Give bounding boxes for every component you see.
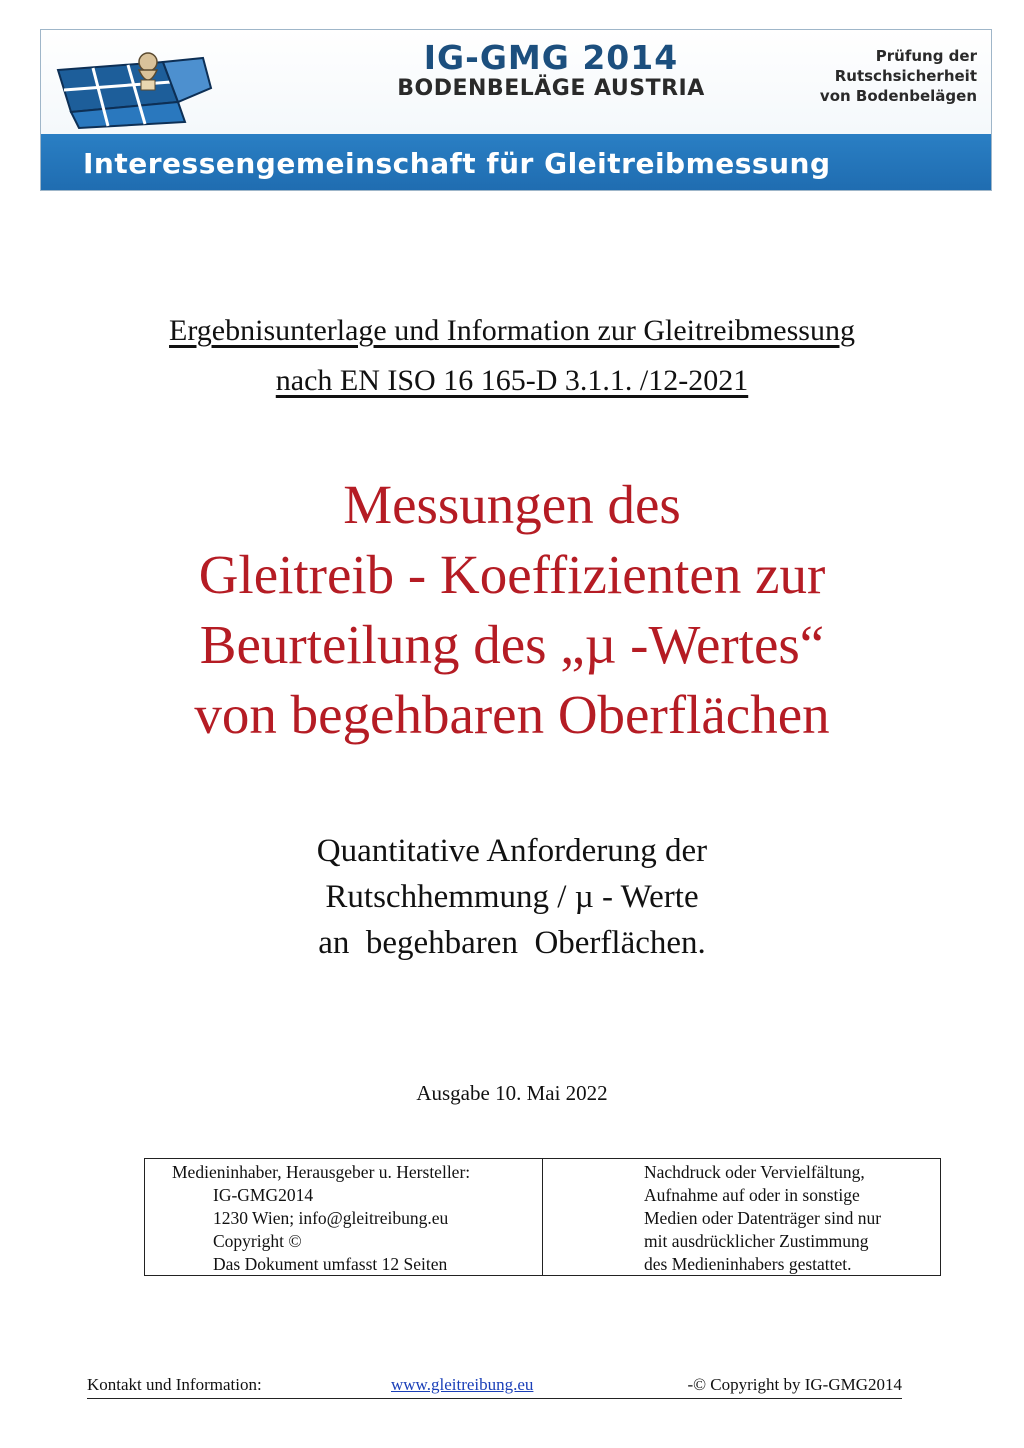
doc-heading-line-2 xyxy=(0,362,1024,400)
main-title-line: Messungen des xyxy=(343,474,681,535)
subtitle-line: an begehbaren Oberflächen. xyxy=(318,925,706,961)
banner-top-area xyxy=(41,30,991,134)
banner-tagline xyxy=(767,46,977,106)
subtitle-line: Quantitative Anforderung der xyxy=(316,833,708,869)
publisher-info-box xyxy=(144,1158,941,1276)
main-title-line: Gleitreib - Koeffizienten zur xyxy=(198,544,826,605)
banner-tagline-line: Rutschsicherheit xyxy=(834,67,977,85)
footer-contact-label: Kontakt und Information: xyxy=(87,1375,262,1394)
publisher-column xyxy=(145,1159,543,1275)
banner-tagline-line: Prüfung der xyxy=(875,47,977,65)
doc-heading-text: nach EN ISO 16 165-D 3.1.1. /12-2021 xyxy=(275,364,749,397)
edition-date: Ausgabe 10. Mai 2022 xyxy=(416,1081,608,1105)
banner-subtitle: BODENBELÄGE AUSTRIA xyxy=(397,76,705,101)
main-title-line: Beurteilung des „µ -Wertes“ xyxy=(199,614,825,675)
doc-heading-line-1 xyxy=(0,312,1024,350)
notice-line: Aufnahme auf oder in sonstige xyxy=(644,1185,860,1205)
page-footer xyxy=(87,1374,902,1399)
doc-heading-text: Ergebnisunterlage und Information zur Gleitreibmessung xyxy=(169,314,855,347)
footer-website-link[interactable]: www.gleitreibung.eu xyxy=(391,1375,534,1394)
reproduction-notice-column xyxy=(543,1159,940,1275)
banner-band-text: Interessengemeinschaft für Gleitreibmessung xyxy=(83,146,831,180)
notice-line: des Medieninhabers gestattet. xyxy=(644,1254,852,1274)
banner-title: IG-GMG 2014 xyxy=(423,38,679,77)
tiles-logo-icon xyxy=(53,40,233,132)
notice-line: Nachdruck oder Vervielfältung, xyxy=(644,1162,865,1182)
main-title xyxy=(0,470,1024,750)
publisher-line: 1230 Wien; info@gleitreibung.eu xyxy=(213,1208,449,1228)
publisher-line: Das Dokument umfasst 12 Seiten xyxy=(213,1254,448,1274)
subtitle-line: Rutschhemmung / µ - Werte xyxy=(325,879,699,915)
publisher-line: IG-GMG2014 xyxy=(213,1185,314,1205)
subtitle-block xyxy=(0,828,1024,966)
notice-line: mit ausdrücklicher Zustimmung xyxy=(644,1231,869,1251)
publisher-line: Copyright © xyxy=(213,1231,302,1251)
header-banner xyxy=(40,29,992,191)
footer-copyright: -© Copyright by IG-GMG2014 xyxy=(687,1375,902,1394)
notice-line: Medien oder Datenträger sind nur xyxy=(644,1208,882,1228)
main-title-line: von begehbaren Oberflächen xyxy=(194,684,830,745)
banner-tagline-line: von Bodenbelägen xyxy=(819,87,977,105)
publisher-header: Medieninhaber, Herausgeber u. Hersteller: xyxy=(172,1162,471,1182)
banner-band xyxy=(41,134,991,191)
